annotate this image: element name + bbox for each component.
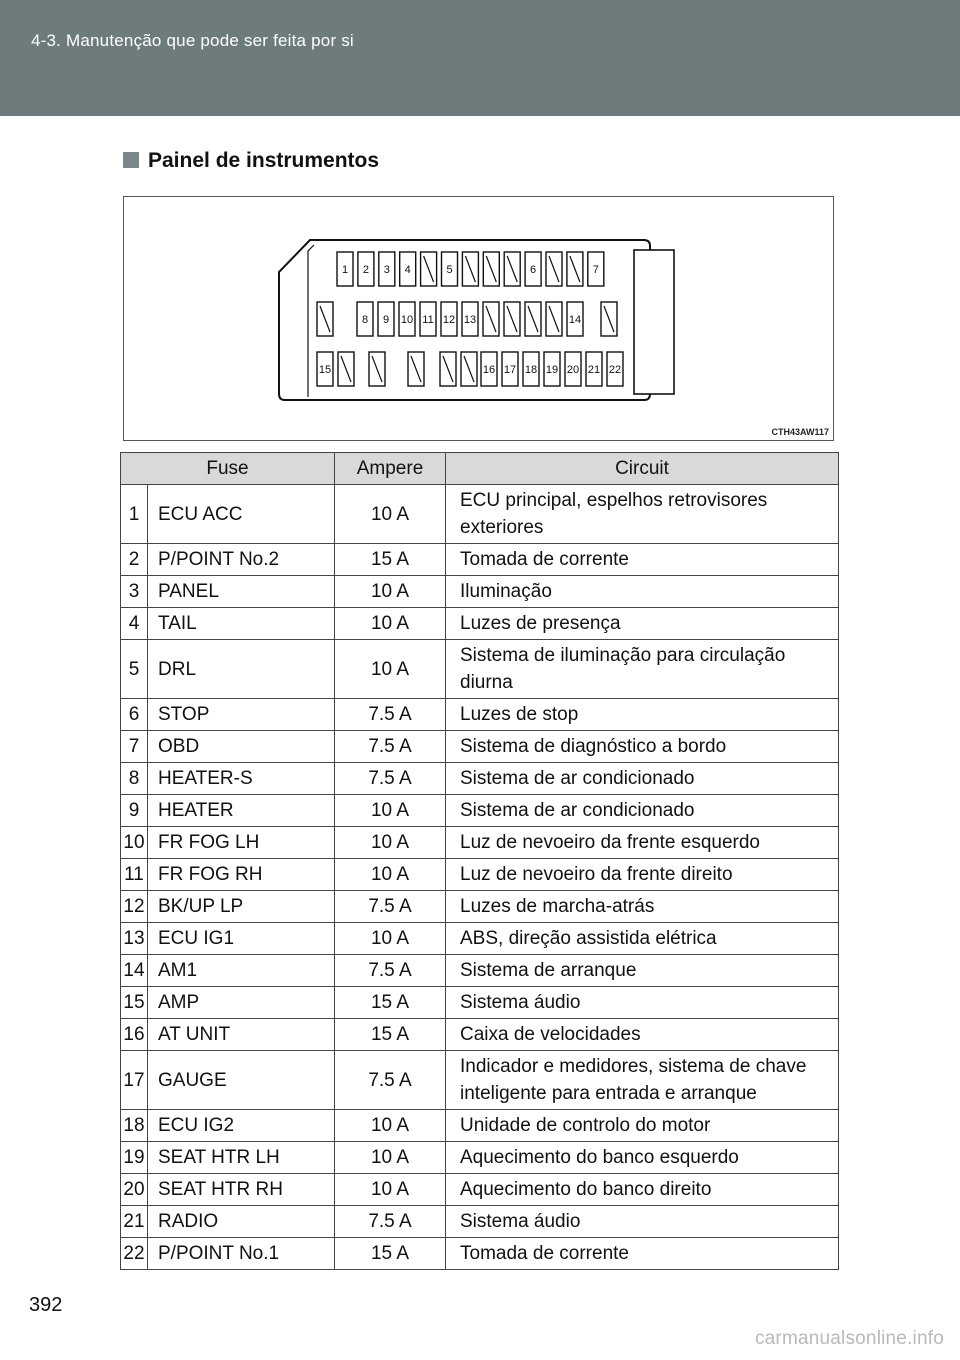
page-header xyxy=(0,0,960,116)
fuse-circuit: Luzes de presença xyxy=(446,608,839,640)
table-row xyxy=(121,987,839,1019)
fuse-number: 14 xyxy=(121,955,148,987)
fuse-ampere: 10 A xyxy=(335,608,446,640)
fuse-number: 4 xyxy=(121,608,148,640)
fuse-ampere: 10 A xyxy=(335,795,446,827)
fuse-slot-label: 13 xyxy=(463,314,477,326)
table-row xyxy=(121,544,839,576)
fuse-number: 1 xyxy=(121,485,148,544)
fuse-circuit: Aquecimento do banco direito xyxy=(446,1174,839,1206)
fuse-number: 11 xyxy=(121,859,148,891)
fuse-slot-label: 9 xyxy=(382,314,390,326)
fuse-circuit: Sistema de ar condicionado xyxy=(446,763,839,795)
fuse-slot-label: 11 xyxy=(422,314,434,326)
fuse-ampere: 15 A xyxy=(335,1019,446,1051)
table-row xyxy=(121,576,839,608)
fuse-number: 15 xyxy=(121,987,148,1019)
fuse-table xyxy=(120,452,839,1270)
fuse-ampere: 10 A xyxy=(335,485,446,544)
fuse-ampere: 10 A xyxy=(335,1110,446,1142)
fuse-name: P/POINT No.1 xyxy=(148,1238,335,1270)
fuse-name: BK/UP LP xyxy=(148,891,335,923)
fuse-slot-label: 22 xyxy=(608,364,622,376)
diagram-code: CTH43AW117 xyxy=(771,427,829,437)
fuse-ampere: 7.5 A xyxy=(335,763,446,795)
fuse-circuit: Sistema áudio xyxy=(446,987,839,1019)
table-row xyxy=(121,1238,839,1270)
fuse-circuit: Tomada de corrente xyxy=(446,1238,839,1270)
fuse-number: 17 xyxy=(121,1051,148,1110)
fuse-circuit: ECU principal, espelhos retrovisores exteriores xyxy=(446,485,839,544)
fuse-ampere: 10 A xyxy=(335,923,446,955)
table-row xyxy=(121,1110,839,1142)
fuse-number: 20 xyxy=(121,1174,148,1206)
fuse-slot-label: 18 xyxy=(524,364,538,376)
fuse-slot-label: 2 xyxy=(362,264,369,276)
watermark: carmanualsonline.info xyxy=(754,1328,944,1349)
fuse-slot-label: 1 xyxy=(341,264,349,276)
fuse-number: 22 xyxy=(121,1238,148,1270)
fuse-number: 13 xyxy=(121,923,148,955)
table-row xyxy=(121,640,839,699)
fuse-ampere: 10 A xyxy=(335,1142,446,1174)
fuse-name: P/POINT No.2 xyxy=(148,544,335,576)
fuse-number: 3 xyxy=(121,576,148,608)
fuse-number: 18 xyxy=(121,1110,148,1142)
fuse-circuit: Indicador e medidores, sistema de chave inteligente para entrada e arranque xyxy=(446,1051,839,1110)
fuse-circuit: Aquecimento do banco esquerdo xyxy=(446,1142,839,1174)
table-row xyxy=(121,923,839,955)
fuse-ampere: 7.5 A xyxy=(335,1051,446,1110)
fuse-ampere: 10 A xyxy=(335,859,446,891)
fuse-name: OBD xyxy=(148,731,335,763)
fuse-slot-label: 14 xyxy=(568,314,582,326)
table-row xyxy=(121,827,839,859)
fuse-name: HEATER xyxy=(148,795,335,827)
fuse-ampere: 15 A xyxy=(335,987,446,1019)
fuse-slot-label: 5 xyxy=(446,264,453,276)
fuse-name: ECU ACC xyxy=(148,485,335,544)
fuse-ampere: 7.5 A xyxy=(335,699,446,731)
header-circuit: Circuit xyxy=(446,453,839,485)
table-header-row xyxy=(121,453,839,485)
fuse-circuit: Tomada de corrente xyxy=(446,544,839,576)
fuse-ampere: 10 A xyxy=(335,640,446,699)
fuse-ampere: 15 A xyxy=(335,1238,446,1270)
fuse-number: 19 xyxy=(121,1142,148,1174)
fuse-name: AT UNIT xyxy=(148,1019,335,1051)
fuse-ampere: 10 A xyxy=(335,576,446,608)
table-row xyxy=(121,955,839,987)
fuse-number: 12 xyxy=(121,891,148,923)
table-row xyxy=(121,1142,839,1174)
fuse-box-diagram xyxy=(123,196,834,441)
fuse-slot-label: 8 xyxy=(361,314,369,326)
fuse-ampere: 7.5 A xyxy=(335,731,446,763)
table-row xyxy=(121,731,839,763)
fuse-name: AM1 xyxy=(148,955,335,987)
fuse-name: SEAT HTR RH xyxy=(148,1174,335,1206)
fuse-slot-label: 12 xyxy=(442,314,456,326)
fuse-ampere: 7.5 A xyxy=(335,891,446,923)
table-row xyxy=(121,1174,839,1206)
fuse-circuit: Sistema de iluminação para circulação diurna xyxy=(446,640,839,699)
fuse-name: ECU IG2 xyxy=(148,1110,335,1142)
fuse-slot-label: 3 xyxy=(383,264,390,276)
fuse-slot-label: 17 xyxy=(503,364,517,376)
table-row xyxy=(121,1051,839,1110)
fuse-circuit: Sistema áudio xyxy=(446,1206,839,1238)
page-number: 392 xyxy=(29,1294,63,1316)
fuse-number: 9 xyxy=(121,795,148,827)
table-row xyxy=(121,1206,839,1238)
fuse-ampere: 10 A xyxy=(335,1174,446,1206)
table-row xyxy=(121,859,839,891)
fuse-name: DRL xyxy=(148,640,335,699)
fuse-slot-label: 10 xyxy=(400,314,414,326)
fuse-circuit: Luz de nevoeiro da frente esquerdo xyxy=(446,827,839,859)
fuse-slot-label: 15 xyxy=(318,364,332,376)
fuse-name: PANEL xyxy=(148,576,335,608)
fuse-name: STOP xyxy=(148,699,335,731)
fuse-slot-label: 20 xyxy=(566,364,580,376)
fuse-number: 2 xyxy=(121,544,148,576)
fuse-ampere: 7.5 A xyxy=(335,1206,446,1238)
fuse-name: RADIO xyxy=(148,1206,335,1238)
fuse-number: 8 xyxy=(121,763,148,795)
fuse-name: FR FOG RH xyxy=(148,859,335,891)
header-ampere: Ampere xyxy=(335,453,446,485)
fuse-name: TAIL xyxy=(148,608,335,640)
fuse-name: GAUGE xyxy=(148,1051,335,1110)
fuse-number: 7 xyxy=(121,731,148,763)
fuse-circuit: Caixa de velocidades xyxy=(446,1019,839,1051)
fuse-number: 16 xyxy=(121,1019,148,1051)
fuse-box-illustration xyxy=(124,197,835,442)
table-row xyxy=(121,795,839,827)
fuse-slot-label: 6 xyxy=(530,264,537,276)
fuse-name: FR FOG LH xyxy=(148,827,335,859)
fuse-number: 6 xyxy=(121,699,148,731)
fuse-slot-label: 19 xyxy=(545,364,559,376)
table-row xyxy=(121,699,839,731)
fuse-ampere: 15 A xyxy=(335,544,446,576)
fuse-circuit: Luz de nevoeiro da frente direito xyxy=(446,859,839,891)
table-row xyxy=(121,891,839,923)
fuse-slot-label: 21 xyxy=(587,364,601,376)
fuse-number: 10 xyxy=(121,827,148,859)
header-fuse: Fuse xyxy=(121,453,335,485)
fuse-circuit: Luzes de stop xyxy=(446,699,839,731)
square-bullet-icon xyxy=(123,152,139,168)
fuse-circuit: Sistema de ar condicionado xyxy=(446,795,839,827)
fuse-number: 5 xyxy=(121,640,148,699)
section-heading-text: Painel de instrumentos xyxy=(148,149,380,172)
fuse-circuit: Unidade de controlo do motor xyxy=(446,1110,839,1142)
fuse-circuit: ABS, direção assistida elétrica xyxy=(446,923,839,955)
fuse-name: ECU IG1 xyxy=(148,923,335,955)
fuse-box-side-panel xyxy=(634,250,674,394)
table-row xyxy=(121,763,839,795)
fuse-slot-label: 16 xyxy=(482,364,496,376)
fuse-number: 21 xyxy=(121,1206,148,1238)
fuse-circuit: Iluminação xyxy=(446,576,839,608)
fuse-name: HEATER-S xyxy=(148,763,335,795)
fuse-name: AMP xyxy=(148,987,335,1019)
fuse-circuit: Luzes de marcha-atrás xyxy=(446,891,839,923)
table-row xyxy=(121,608,839,640)
fuse-ampere: 7.5 A xyxy=(335,955,446,987)
fuse-slot-label: 7 xyxy=(592,264,599,276)
fuse-ampere: 10 A xyxy=(335,827,446,859)
fuse-circuit: Sistema de arranque xyxy=(446,955,839,987)
fuse-circuit: Sistema de diagnóstico a bordo xyxy=(446,731,839,763)
chapter-title: 4-3. Manutenção que pode ser feita por si xyxy=(31,31,354,50)
fuse-slot-label: 4 xyxy=(404,264,411,276)
table-row xyxy=(121,485,839,544)
fuse-name: SEAT HTR LH xyxy=(148,1142,335,1174)
section-heading xyxy=(123,149,379,173)
table-row xyxy=(121,1019,839,1051)
